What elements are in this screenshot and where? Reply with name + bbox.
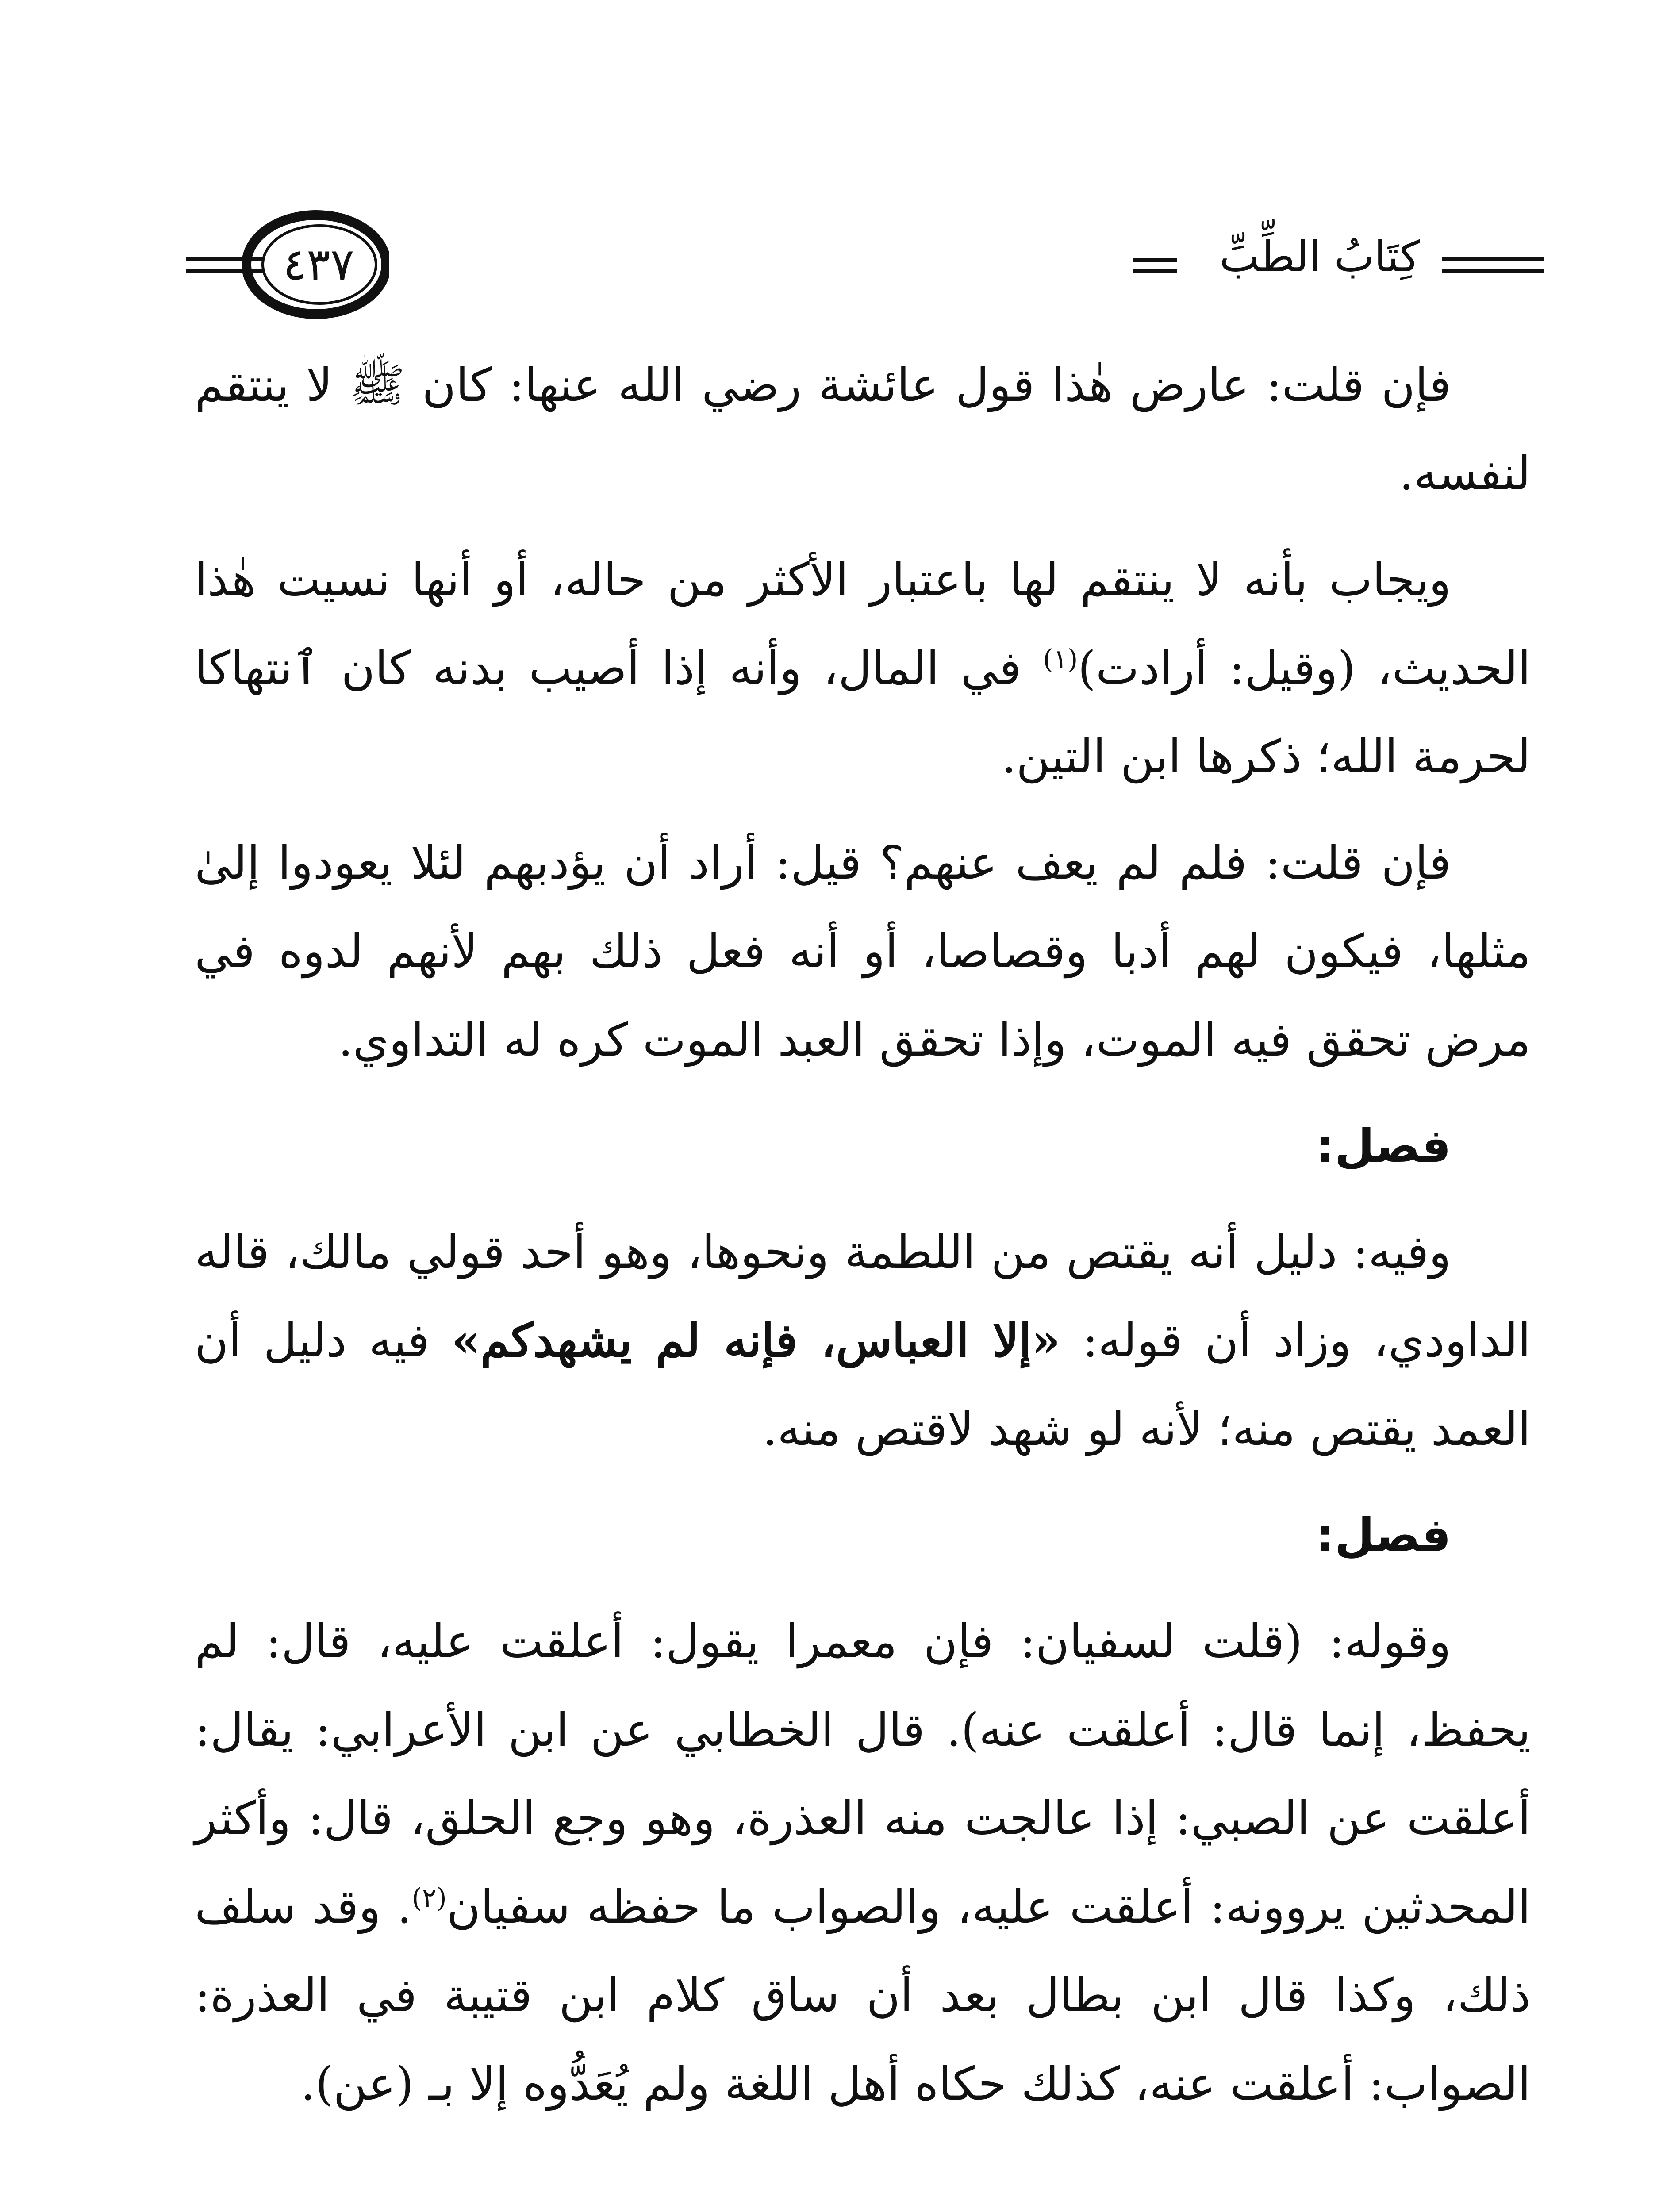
paragraph-5-text-b: . وقد سلف ذلك، وكذا قال ابن بطال بعد أن ساق كلام ابن قتيبة في العذرة: الصواب: أعلقت عنه، كذلك حكاه أهل اللغة ولم يُعَدُّوه إلا بـ (عن). [195,1880,1531,2111]
paragraph-5 [195,1597,1531,2128]
paragraph-4 [195,1208,1531,1473]
footnote-ref-1: (١) [1043,644,1078,675]
header-rule-right [1442,255,1544,276]
footnote-ref-2: (٢) [411,1882,447,1914]
hadith-quote: «إلا العباس، فإنه لم يشهدكم» [451,1313,1060,1367]
section-heading-1: فصل: [1316,1119,1451,1173]
paragraph-2-text-b: في المال، وأنه إذا أصيب بدنه كان ٱنتهاكا لحرمة الله؛ ذكرها ابن التين. [195,641,1531,783]
paragraph-4-text-a: وفيه: دليل أنه يقتص من اللطمة ونحوها، وهو أحد قولي مالك، قاله الداودي، وزاد أن قوله: [195,1225,1531,1367]
page-header [186,208,1544,323]
section-heading-2: فصل: [1316,1508,1451,1562]
header-rule-main [1133,257,1177,274]
paragraph-5-text-a: وقوله: (قلت لسفيان: فإن معمرا يقول: أعلقت عليه، قال: لم يحفظ، إنما قال: أعلقت عنه). قال الخطابي عن ابن الأعرابي: يقال: أعلقت عن الصبي: إذا عالجت منه العذرة، وهو وجع الحلق، قال: وأكثر المحدثين يروونه: أعلقت عليه، والصواب ما حفظه سفيان [195,1614,1531,1934]
paragraph-2 [195,535,1531,801]
page-number: ٤٣٧ [283,238,354,290]
paragraph-1: فإن قلت: عارض هٰذا قول عائشة رضي الله عنها: كان ﷺ لا ينتقم لنفسه. [195,358,1531,500]
main-text [195,341,1531,2146]
paragraph-4-text-b: فيه دليل أن العمد يقتص منه؛ لأنه لو شهد لاقتص منه. [195,1313,1531,1456]
paragraph-3: فإن قلت: فلم لم يعف عنهم؟ قيل: أراد أن يؤدبهم لئلا يعودوا إلىٰ مثلها، فيكون لهم أدبا وقصاصا، أو أنه فعل ذلك بهم لأنهم لدوه في مرض تحقق فيه الموت، وإذا تحقق العبد الموت كره له التداوي. [195,836,1531,1067]
paragraph-2-text-a: ويجاب بأنه لا ينتقم لها باعتبار الأكثر من حاله، أو أنها نسيت هٰذا الحديث، (وقيل: أرادت) [195,553,1531,695]
book-title: كِتَابُ الطِّبِّ [1219,232,1420,281]
